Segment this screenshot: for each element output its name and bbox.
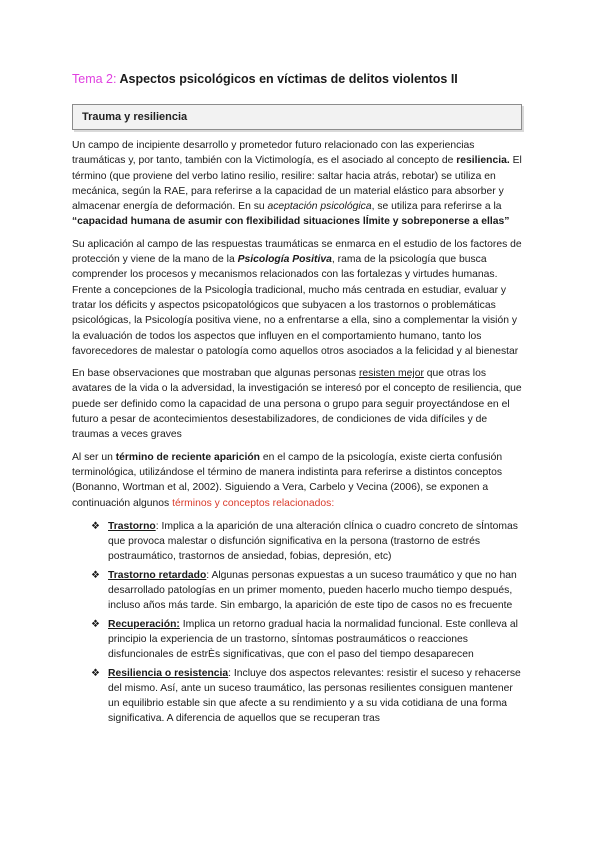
term-text: : Implica a la aparición de una alteración clÍnica o cuadro concreto de sÍntomas que provoca malestar o disfunción significativa en la persona (trastorno de estrés postraumático, trastornos de ansiedad, fobias, depresión, etc) [108, 520, 518, 563]
document-title [72, 72, 532, 86]
paragraph-terminologia [72, 450, 524, 511]
diamond-bullet-icon: ❖ [91, 618, 100, 630]
term-text: : Incluye dos aspectos relevantes: resistir el suceso y rehacerse del mismo. Así, ante un suceso traumático, las personas resilientes consiguen mantener un equilibrio estable sin que afecte a su rendimiento y a su vida cotidiana de una forma significativa. A diferencia de aquellos que se recuperan tras [108, 667, 521, 725]
paragraph-psicologia-positiva [72, 237, 524, 359]
diamond-bullet-icon: ❖ [91, 667, 100, 679]
highlighted-run: términos y conceptos relacionados: [172, 497, 335, 509]
bold-quote: “capacidad humana de asumir con flexibilidad situaciones lÍmite y sobreponerse a ellas” [72, 216, 510, 228]
list-item [91, 519, 524, 565]
paragraph-resiliencia [72, 138, 524, 230]
bold-italic-run: Psicología Positiva [237, 254, 332, 266]
paragraph-resisten-mejor [72, 366, 524, 442]
term-label: Trastorno retardado [108, 569, 207, 581]
text-run: En base observaciones que mostraban que algunas personas [72, 368, 359, 380]
text-run: Un campo de incipiente desarrollo y prometedor futuro relacionado con las experiencias traumáticas y, por tanto, también con la Victimología, es el asociado al concepto de [72, 140, 475, 167]
bold-run: término de reciente aparición [115, 451, 260, 463]
text-run: El término (que proviene del verbo latino resilio, resilire: saltar hacia atrás, rebotar) se utiliza en mecánica, según la RAE, para referirse a la capacidad de un material elástico para absorber y almacenar energía de deformación. En su [72, 155, 522, 213]
text-run: , se utiliza para referirse a la [371, 201, 502, 213]
underlined-run: resisten mejor [358, 368, 424, 380]
term-label: Recuperación: [108, 618, 180, 630]
text-run: en el campo de la psicología, existe cierta confusión terminológica, utilizándose el término de manera indistinta para referirse a distintos conceptos (Bonanno, Wortman et al, 2002). Siguiendo a Vera, Carbelo y Vecina (2006), se exponen a continuación algunos [72, 451, 503, 509]
document-body [72, 138, 524, 730]
term-label: Trastorno [108, 520, 156, 532]
section-heading: Trauma y resiliencia [82, 111, 188, 123]
term-text: Implica un retorno gradual hacia la normalidad funcional. Este conlleva al principio la experiencia de un trastorno, sÍntomas postraumáticos o reacciones disfuncionales de estrÈs significativas, que con el paso del tiempo desaparecen [108, 618, 518, 661]
list-item [91, 568, 524, 614]
list-item [91, 666, 524, 727]
text-run: , rama de la psicología que busca comprender los procesos y mecanismos relacionados con las fortalezas y virtudes humanas. Frente a concepciones de la Psicologİa tradicional, mucho más centrada en estudiar, evaluar y tratar los déficits y aspectos psicopatológicos que subyacen a los trastornos o problemáticas psicológicas, la Psicología positiva viene, no a enfrentarse a ella, sino a complementar la visión y la evaluación de todos los aspectos que influyen en el comportamiento humano, tanto los favorecedores de malestar o patología como aquellos otros asociados a la felicidad y al bienestar [72, 254, 519, 357]
bold-run: resiliencia. [456, 155, 510, 167]
section-heading-box [72, 104, 522, 130]
italic-run: aceptación psicológica [267, 201, 372, 213]
diamond-bullet-icon: ❖ [91, 520, 100, 532]
title-text: Aspectos psicológicos en víctimas de delitos violentos II [116, 72, 458, 86]
terms-list [72, 519, 524, 727]
text-run: Al ser un [72, 451, 116, 463]
text-run: Su aplicación al campo de las respuestas traumáticas se enmarca en el estudio de los factores de protección y viene de la mano de la [72, 238, 522, 266]
tema-label: Tema 2: [72, 72, 117, 86]
term-text: : Algunas personas expuestas a un suceso traumático y que no han desarrollado patologías en un primer momento, pueden hacerlo mucho tiempo después, incluso años más tarde. Sin embargo, la aparición de este tipo de casos no es frecuente [108, 569, 517, 612]
list-item [91, 617, 524, 663]
term-label: Resiliencia o resistencia [108, 667, 229, 679]
text-run: que otras los avatares de la vida o la adversidad, la investigación se interesó por el concepto de resiliencia, que puede ser definido como la capacidad de una persona o grupo para seguir proyectándose en el futuro a pesar de acontecimientos desestabilizadores, de condiciones de vida difíciles y de traumas a veces graves [72, 368, 522, 441]
diamond-bullet-icon: ❖ [91, 569, 100, 581]
